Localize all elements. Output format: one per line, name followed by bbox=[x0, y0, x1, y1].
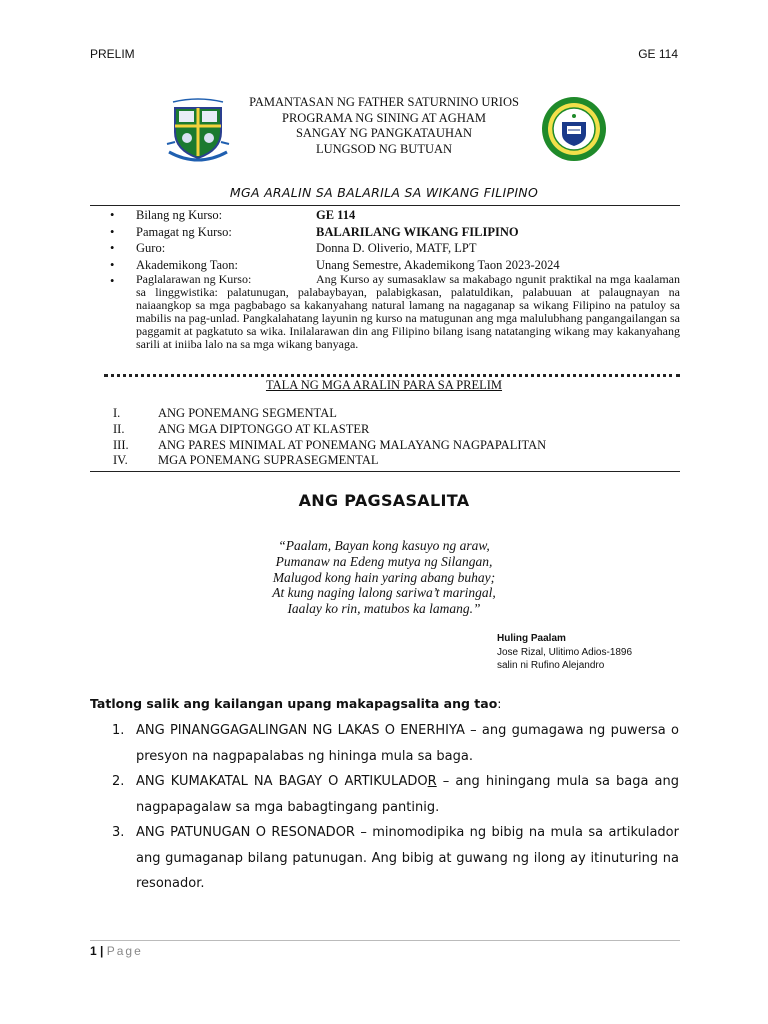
poem-line: Pumanaw na Edeng mutya ng Silangan, bbox=[275, 553, 493, 569]
lesson-title: MGA PONEMANG SUPRASEGMENTAL bbox=[158, 453, 379, 468]
lesson-item bbox=[113, 422, 673, 438]
course-description-label: Paglalarawan ng Kurso: bbox=[136, 272, 252, 286]
city-name: LUNGSOD NG BUTUAN bbox=[315, 141, 453, 156]
bullet-marker: • bbox=[110, 224, 115, 239]
lesson-divider bbox=[90, 471, 680, 472]
course-description-row bbox=[110, 273, 680, 351]
course-info-label: Pamagat ng Kurso: bbox=[136, 224, 232, 239]
program-name: PROGRAMA NG SINING AT AGHAM bbox=[282, 110, 486, 125]
course-info-value: GE 114 bbox=[316, 208, 356, 222]
page-number: 1 bbox=[90, 944, 97, 958]
course-info-label: Guro: bbox=[136, 241, 166, 255]
course-info-value: BALARILANG WIKANG FILIPINO bbox=[316, 224, 519, 239]
lesson-number: IV. bbox=[113, 453, 128, 468]
course-description-first: Ang Kurso ay sumasaklaw sa makabago ngunit praktikal na mga bbox=[316, 272, 631, 286]
factor-description: – minomodipika ng bibig na mula sa artikulador ang gumaganap bilang patunugan. Ang bibig at guwang ng ilong ay itinuturing na resonador. bbox=[136, 825, 679, 891]
factor-description: – ang hiningang mula sa baga ang nagpapagalaw sa mga babagtingang pantinig. bbox=[136, 774, 679, 815]
poem-quote bbox=[0, 538, 768, 617]
factor-number: 3. bbox=[112, 825, 125, 840]
course-info-row bbox=[110, 240, 680, 257]
poem-author: Jose Rizal, Ulitimo Adios-1896 bbox=[497, 646, 633, 658]
factors-list bbox=[112, 718, 679, 897]
course-description bbox=[136, 273, 680, 351]
factor-item bbox=[112, 718, 679, 769]
department-name: SANGAY NG PANGKATAUHAN bbox=[295, 126, 473, 140]
poem-translator: salin ni Rufino Alejandro bbox=[497, 660, 605, 671]
course-info-label: Bilang ng Kurso: bbox=[136, 208, 223, 222]
page-word: Page bbox=[106, 944, 143, 958]
dotted-divider bbox=[104, 374, 680, 377]
lesson-item bbox=[113, 406, 673, 422]
bullet-marker: • bbox=[110, 257, 115, 272]
footer-divider bbox=[90, 940, 680, 941]
factor-description: – ang gumagawa ng puwersa o presyon na nagpapalabas ng hininga mula sa baga. bbox=[136, 723, 679, 764]
factor-number: 1. bbox=[112, 723, 125, 738]
institution-name: PAMANTASAN NG FATHER SATURNINO URIOS bbox=[249, 95, 519, 109]
factor-item bbox=[112, 769, 679, 820]
lesson-item bbox=[113, 453, 673, 469]
factor-text bbox=[136, 769, 679, 820]
lesson-number: III. bbox=[113, 437, 129, 452]
factor-heading-underlined: R bbox=[427, 774, 437, 789]
header-left: PRELIM bbox=[90, 47, 135, 61]
lesson-list-title: TALA NG MGA ARALIN PARA SA PRELIM bbox=[265, 378, 503, 392]
course-info-list bbox=[110, 207, 680, 351]
factors-intro-text: Tatlong salik ang kailangan upang makapagsalita ang tao bbox=[90, 696, 498, 711]
factors-intro bbox=[90, 696, 502, 711]
lesson-number: II. bbox=[113, 421, 125, 436]
poem-title: Huling Paalam bbox=[497, 633, 566, 644]
factor-item bbox=[112, 820, 679, 897]
course-info-label: Akademikong Taon: bbox=[136, 257, 239, 272]
factor-heading: ANG PATUNUGAN O RESONADOR bbox=[136, 825, 355, 840]
lesson-title: ANG MGA DIPTONGGO AT KLASTER bbox=[158, 421, 370, 436]
factor-heading: ANG KUMAKATAL NA BAGAY O ARTIKULADO bbox=[136, 774, 428, 789]
section-title: ANG PAGSASALITA bbox=[298, 491, 470, 510]
course-info-row bbox=[110, 224, 680, 241]
header-right: GE 114 bbox=[638, 47, 678, 61]
institution-header bbox=[0, 95, 768, 157]
poem-line: At kung naging lalong sariwa’t maringal, bbox=[272, 585, 496, 601]
factor-text bbox=[136, 718, 679, 769]
course-info-value: Unang Semestre, Akademikong Taon 2023-2024 bbox=[316, 257, 560, 272]
page-separator: | bbox=[100, 944, 104, 958]
lesson-number: I. bbox=[113, 406, 121, 420]
bullet-marker: • bbox=[110, 241, 115, 255]
course-description-text: kaalaman sa linggwistika: palatunugan, palabaybayan, palabigkasan, palatuldikan, palabuuan at palaugnayan na naiaangkop sa mga pagbabago sa kakanyahang natural lamang na nagaganap sa wikang Filipino na patuloy sa mabilis na pag-unlad. Pangkalahatang layunin ng kurso na matugunan ang mga malulubhang pangangailangan sa paggamit at pagkatuto sa wika. Inilalarawan din ang Filipino bilang isang natatanging wikang may kakanyahang sarili at iniiba lalo na sa mga wikang banyaga. bbox=[136, 272, 680, 351]
factor-number: 2. bbox=[112, 774, 125, 789]
title-divider bbox=[90, 205, 680, 206]
factor-text bbox=[136, 820, 679, 897]
lesson-title: ANG PARES MINIMAL AT PONEMANG MALAYANG NAGPAPALITAN bbox=[158, 437, 547, 452]
poem-line: “Paalam, Bayan kong kasuyo ng araw, bbox=[278, 538, 490, 553]
lesson-title: ANG PONEMANG SEGMENTAL bbox=[158, 406, 337, 420]
bullet-marker: • bbox=[110, 208, 115, 222]
lesson-item bbox=[113, 438, 673, 454]
poem-line: Iaalay ko rin, matubos ka lamang.” bbox=[287, 601, 481, 617]
lesson-list bbox=[113, 406, 673, 469]
factor-heading: ANG PINANGGAGALINGAN NG LAKAS O ENERHIYA bbox=[136, 723, 465, 738]
course-info-row bbox=[110, 257, 680, 274]
document-title: MGA ARALIN SA BALARILA SA WIKANG FILIPINO bbox=[229, 185, 539, 200]
bullet-marker: • bbox=[110, 274, 115, 288]
poem-attribution bbox=[497, 632, 632, 673]
course-info-row bbox=[110, 207, 680, 224]
course-info-value: Donna D. Oliverio, MATF, LPT bbox=[316, 241, 477, 255]
page-footer bbox=[90, 944, 143, 958]
factors-intro-colon: : bbox=[497, 696, 502, 711]
poem-line: Malugod kong hain yaring abang buhay; bbox=[272, 569, 496, 585]
